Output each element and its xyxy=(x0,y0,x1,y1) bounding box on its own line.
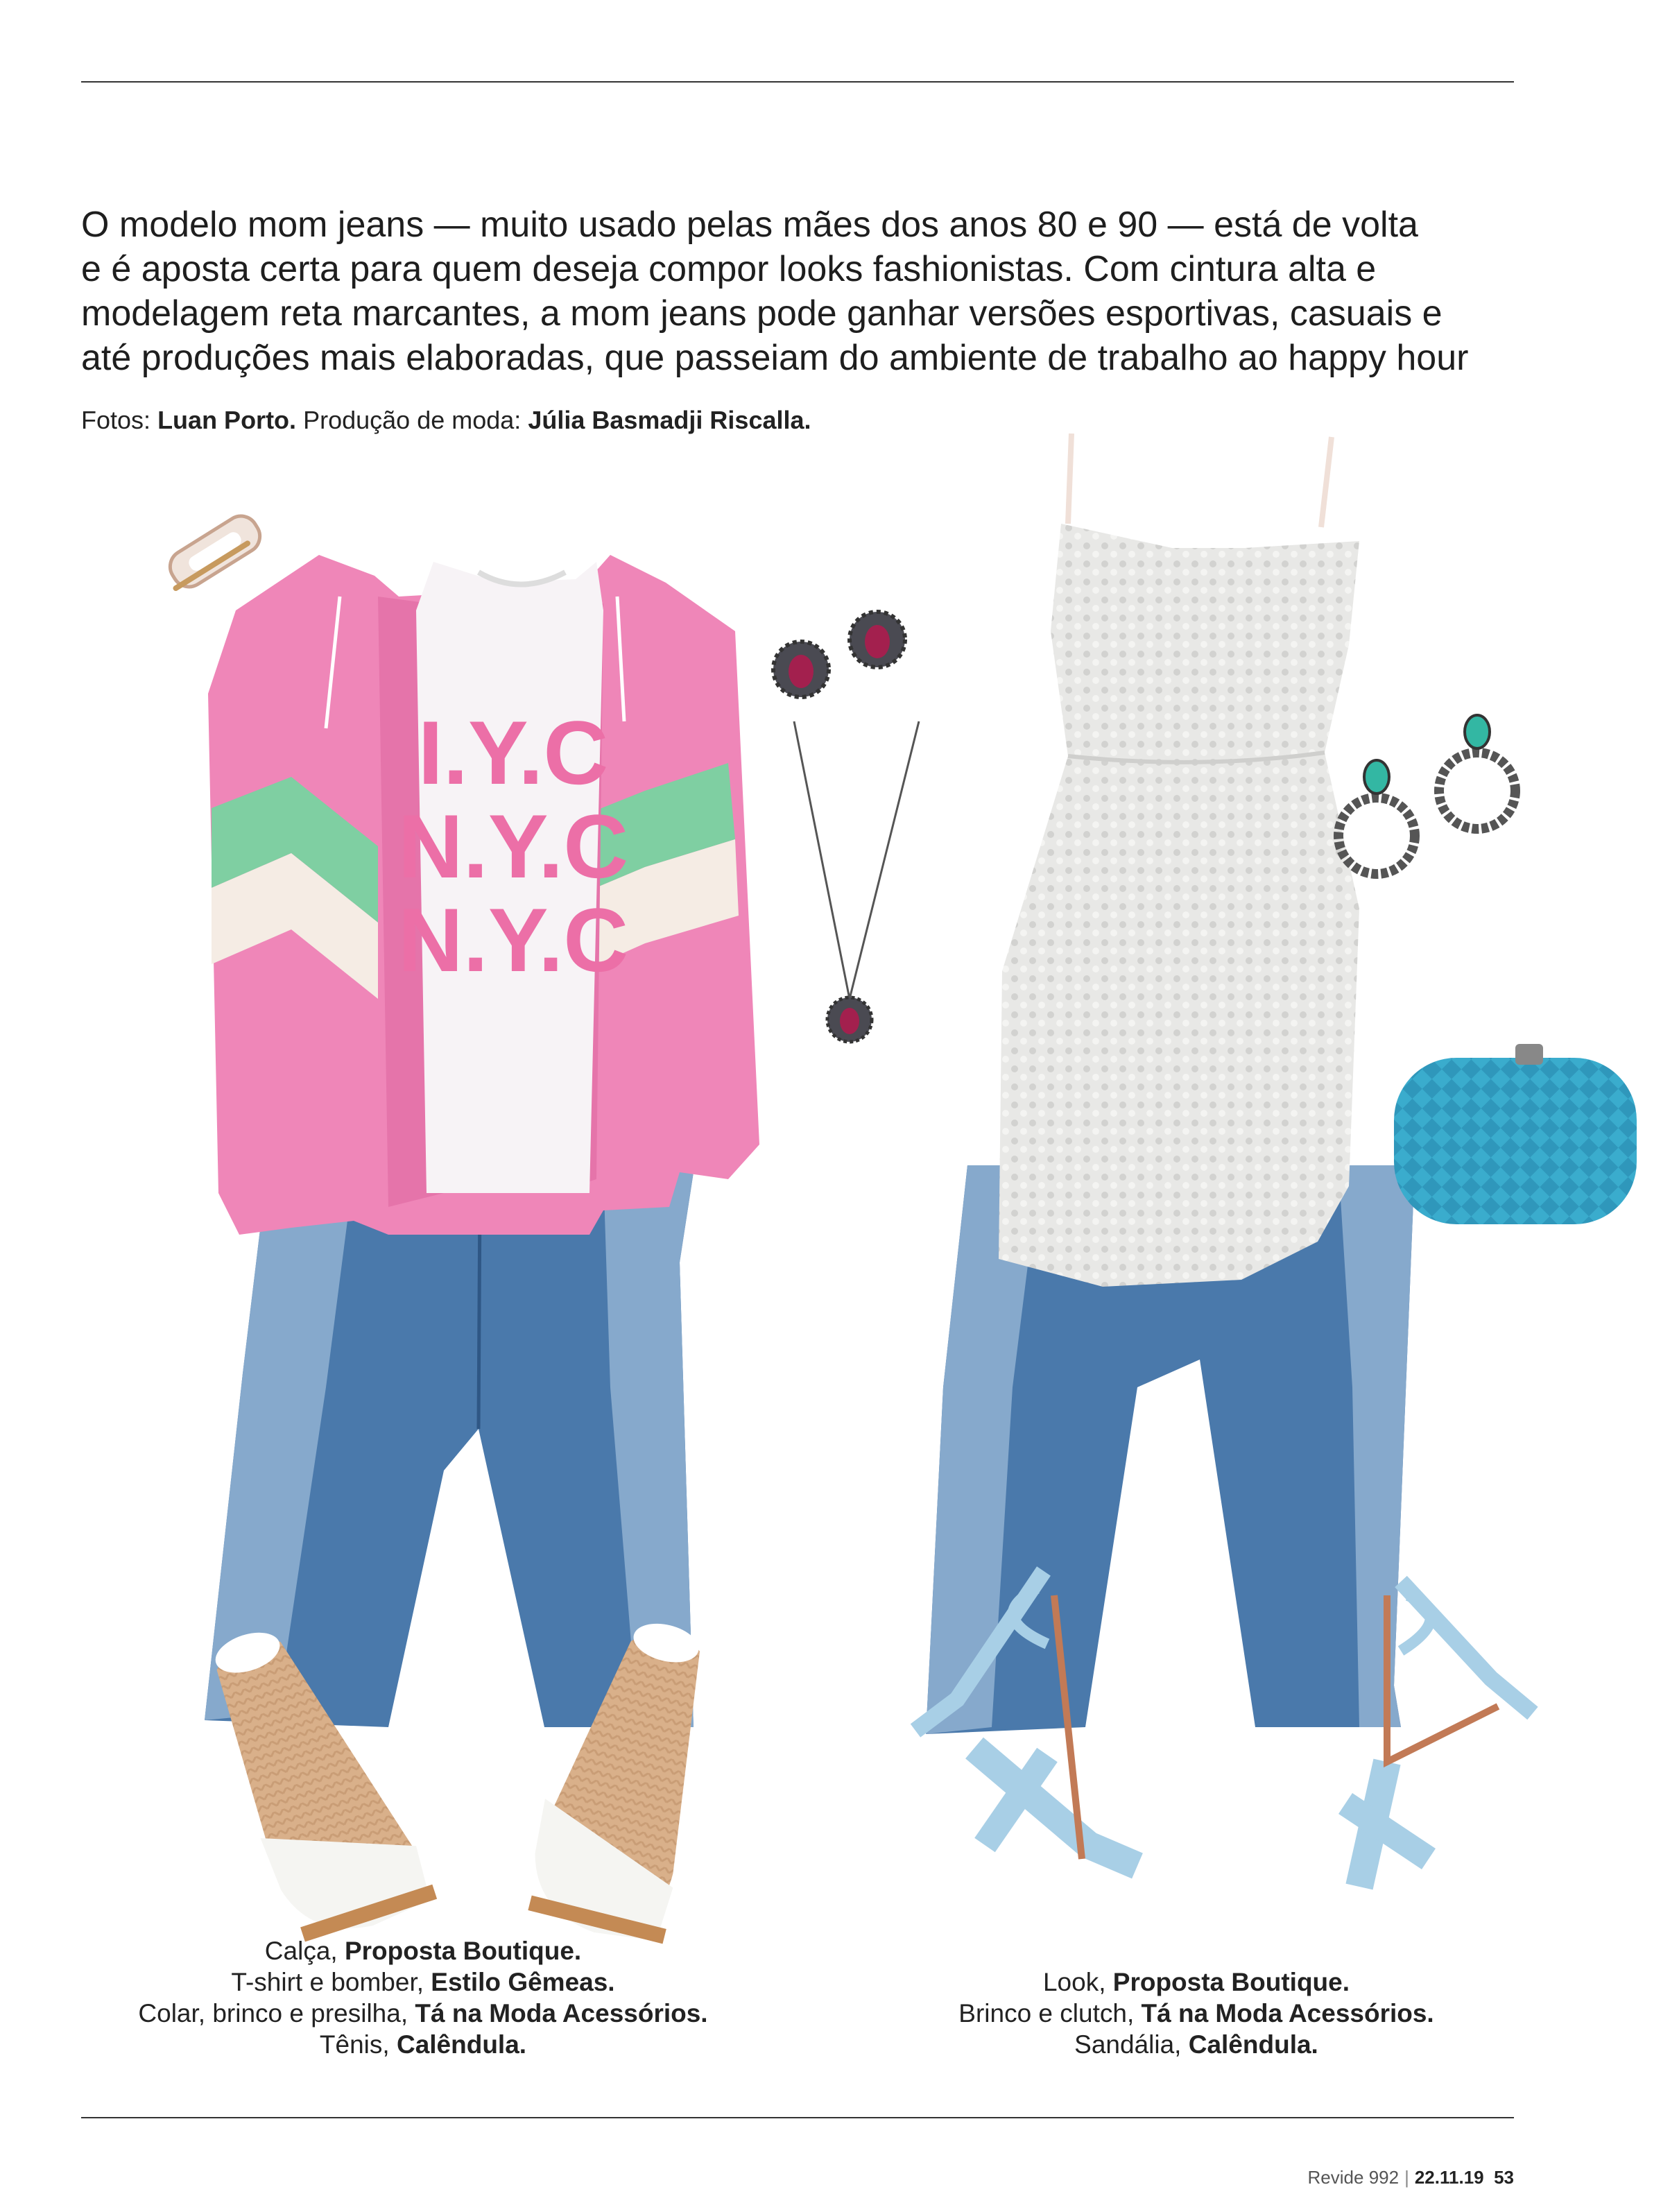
intro-line: até produções mais elaboradas, que passeiam do ambiente de trabalho ao happy hour xyxy=(81,338,1469,378)
tshirt-print-line: N.Y.C xyxy=(397,889,629,991)
look1-caption xyxy=(111,1935,735,2060)
earring-stud-icon xyxy=(773,612,905,697)
caption-item: Colar, brinco e presilha, xyxy=(138,1999,408,2027)
caption-item: T-shirt e bomber, xyxy=(231,1968,424,1996)
intro-line: e é aposta certa para quem deseja compor looks fashionistas. Com cintura alta e xyxy=(81,249,1377,289)
look2-caption xyxy=(902,1966,1491,2060)
caption-line xyxy=(902,2029,1491,2060)
caption-item: Look, xyxy=(1042,1968,1106,1996)
folio-separator: | xyxy=(1404,2167,1409,2188)
caption-brand: Estilo Gêmeas. xyxy=(431,1968,615,1996)
caption-line xyxy=(111,1966,735,1998)
hoop-earring-icon xyxy=(1338,715,1515,874)
issue-date: 22.11.19 xyxy=(1414,2167,1484,2188)
photographer-name: Luan Porto. xyxy=(157,406,297,434)
caption-brand: Tá na Moda Acessórios. xyxy=(415,1999,708,2027)
caption-brand: Proposta Boutique. xyxy=(344,1937,582,1965)
page-number: 53 xyxy=(1494,2167,1514,2188)
caption-line xyxy=(902,1998,1491,2029)
clutch-icon xyxy=(1394,1044,1637,1224)
caption-line xyxy=(111,1935,735,1966)
intro-line: O modelo mom jeans — muito usado pelas mães dos anos 80 e 90 — está de volta xyxy=(81,205,1418,245)
caption-item: Tênis, xyxy=(319,2030,390,2059)
caption-line xyxy=(902,1966,1491,1998)
intro-line: modelagem reta marcantes, a mom jeans pode ganhar versões esportivas, casuais e xyxy=(81,293,1443,334)
caption-item: Brinco e clutch, xyxy=(958,1999,1135,2027)
caption-line xyxy=(111,1998,735,2029)
caption-item: Calça, xyxy=(264,1937,338,1965)
necklace-icon xyxy=(794,721,919,1042)
photos-label: Fotos: xyxy=(81,406,151,434)
caption-item: Sandália, xyxy=(1074,2030,1182,2059)
producer-name: Júlia Basmadji Riscalla. xyxy=(528,406,811,434)
magazine-issue: Revide 992 xyxy=(1307,2167,1400,2188)
production-label: Produção de moda: xyxy=(303,406,522,434)
sequin-dress xyxy=(999,434,1359,1287)
caption-brand: Tá na Moda Acessórios. xyxy=(1141,1999,1434,2027)
tshirt-print-line: N.Y.C xyxy=(397,796,629,897)
page-folio xyxy=(1308,2167,1514,2188)
caption-line xyxy=(111,2029,735,2060)
caption-brand: Proposta Boutique. xyxy=(1112,1968,1350,1996)
caption-brand: Calêndula. xyxy=(396,2030,527,2059)
bottom-rule xyxy=(81,2117,1514,2118)
tshirt-print-line: I.Y.C xyxy=(417,702,609,803)
hair-clip-icon xyxy=(158,510,266,597)
caption-brand: Calêndula. xyxy=(1188,2030,1318,2059)
